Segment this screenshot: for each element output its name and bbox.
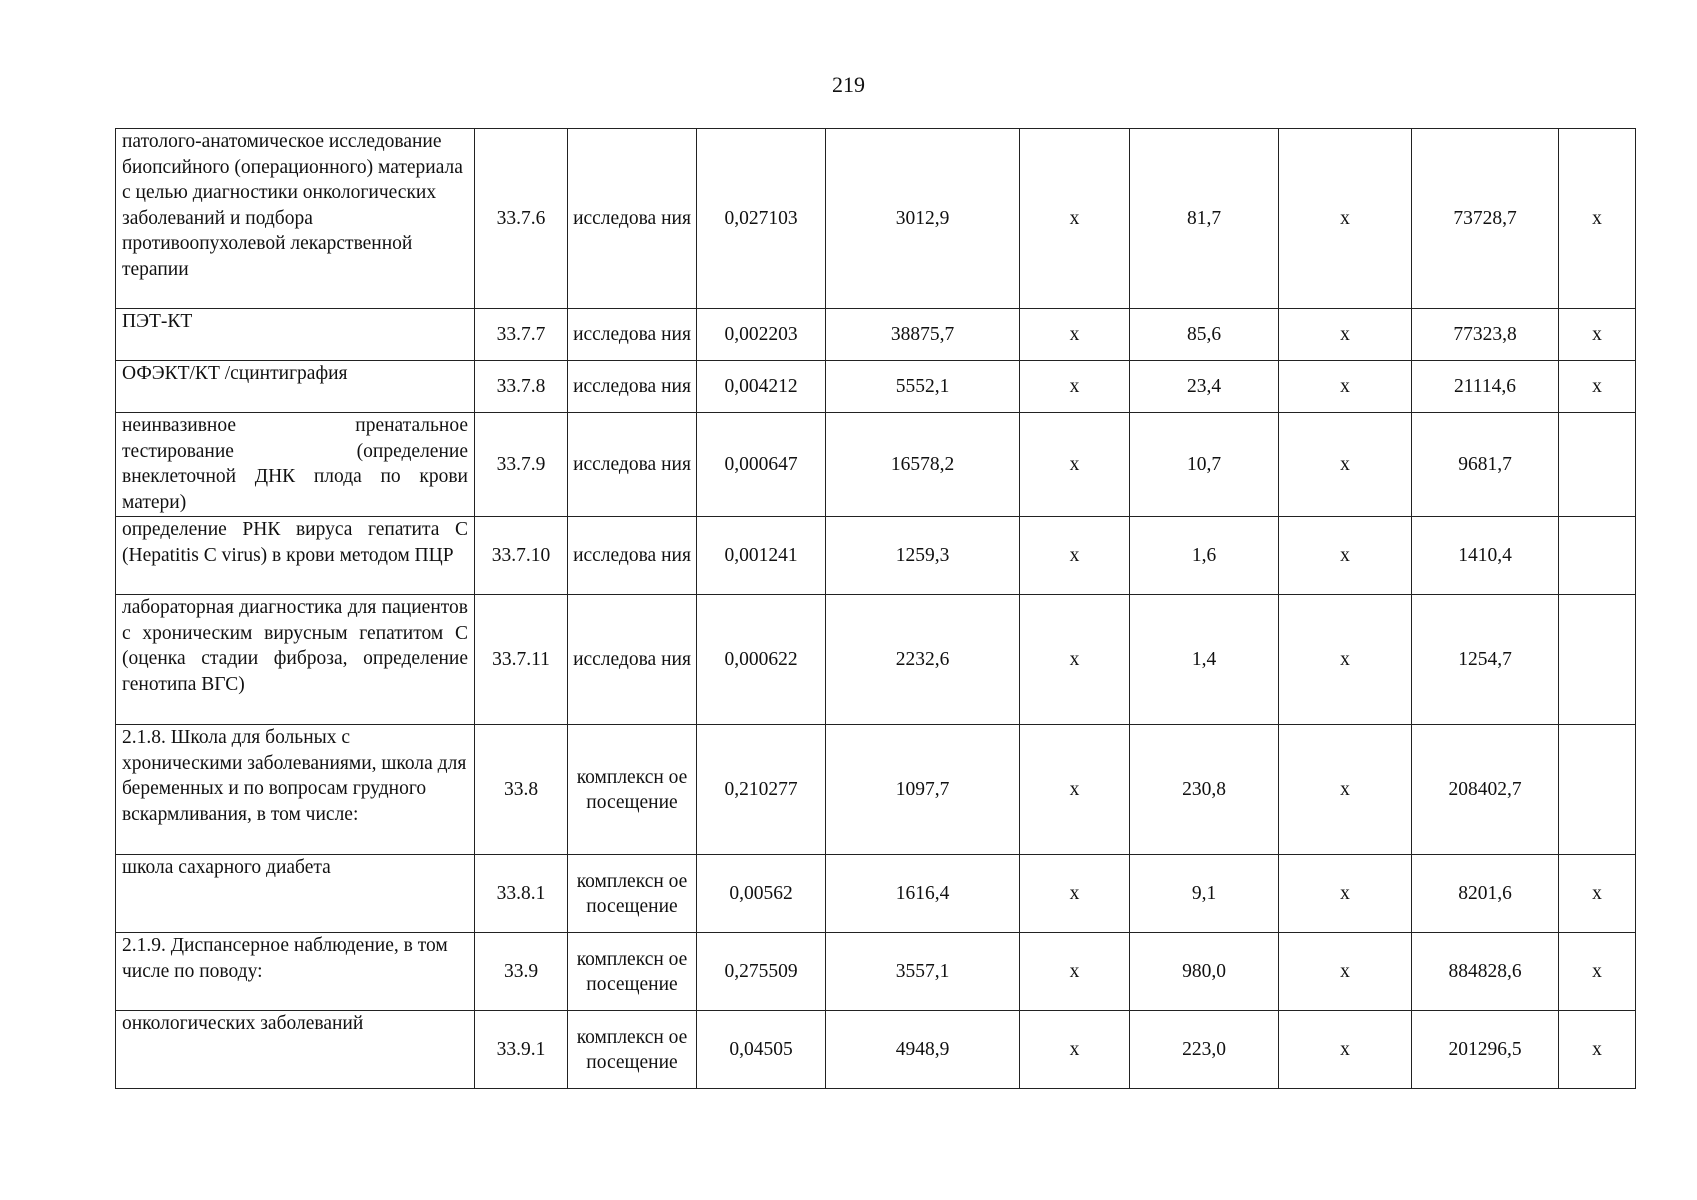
- unit-cell: исследова ния: [568, 309, 697, 361]
- per-capita-cell: 23,4: [1130, 361, 1279, 413]
- total-cell: 9681,7: [1412, 413, 1559, 517]
- code-cell: 33.9.1: [475, 1011, 568, 1089]
- unit-cell: комплексн ое посещение: [568, 855, 697, 933]
- per-capita-cell: 9,1: [1130, 855, 1279, 933]
- placeholder-cell: х: [1279, 129, 1412, 309]
- table-row: [116, 595, 1636, 725]
- cost-cell: 3012,9: [826, 129, 1020, 309]
- table-row: [116, 933, 1636, 1011]
- service-name-cell: определение РНК вируса гепатита С (Hepatitis C virus) в крови методом ПЦР: [116, 517, 475, 595]
- total-cell: 884828,6: [1412, 933, 1559, 1011]
- code-cell: 33.8.1: [475, 855, 568, 933]
- placeholder-cell: х: [1279, 413, 1412, 517]
- placeholder-cell: х: [1020, 129, 1130, 309]
- total-cell: 1410,4: [1412, 517, 1559, 595]
- table-row: [116, 725, 1636, 855]
- per-capita-cell: 1,4: [1130, 595, 1279, 725]
- unit-cell: комплексн ое посещение: [568, 1011, 697, 1089]
- placeholder-cell: х: [1559, 1011, 1636, 1089]
- total-cell: 77323,8: [1412, 309, 1559, 361]
- page-number: 219: [832, 72, 865, 97]
- placeholder-cell: х: [1559, 309, 1636, 361]
- table-row: [116, 1011, 1636, 1089]
- placeholder-cell: х: [1279, 1011, 1412, 1089]
- service-name-cell: ОФЭКТ/КТ /сцинтиграфия: [116, 361, 475, 413]
- total-cell: 208402,7: [1412, 725, 1559, 855]
- per-capita-cell: 10,7: [1130, 413, 1279, 517]
- volume-cell: 0,004212: [697, 361, 826, 413]
- volume-cell: 0,00562: [697, 855, 826, 933]
- table-row: [116, 129, 1636, 309]
- table-row: [116, 361, 1636, 413]
- unit-cell: исследова ния: [568, 413, 697, 517]
- unit-cell: комплексн ое посещение: [568, 933, 697, 1011]
- service-name-cell: 2.1.8. Школа для больных с хроническими заболеваниями, школа для беременных и по вопросам грудного вскармливания, в том числе:: [116, 725, 475, 855]
- unit-cell: исследова ния: [568, 361, 697, 413]
- placeholder-cell: х: [1020, 309, 1130, 361]
- volume-cell: 0,210277: [697, 725, 826, 855]
- service-name-cell: патолого-анатомическое исследование биопсийного (операционного) материала с целью диагностики онкологических заболеваний и подбора противоопухолевой лекарственной терапии: [116, 129, 475, 309]
- code-cell: 33.7.6: [475, 129, 568, 309]
- placeholder-cell: х: [1020, 517, 1130, 595]
- cost-cell: 38875,7: [826, 309, 1020, 361]
- service-name-cell: школа сахарного диабета: [116, 855, 475, 933]
- code-cell: 33.8: [475, 725, 568, 855]
- placeholder-cell: х: [1559, 933, 1636, 1011]
- volume-cell: 0,04505: [697, 1011, 826, 1089]
- placeholder-cell: х: [1279, 933, 1412, 1011]
- placeholder-cell: [1559, 725, 1636, 855]
- placeholder-cell: х: [1279, 595, 1412, 725]
- per-capita-cell: 1,6: [1130, 517, 1279, 595]
- cost-cell: 2232,6: [826, 595, 1020, 725]
- unit-cell: исследова ния: [568, 595, 697, 725]
- placeholder-cell: х: [1279, 725, 1412, 855]
- placeholder-cell: [1559, 595, 1636, 725]
- placeholder-cell: [1559, 413, 1636, 517]
- cost-cell: 5552,1: [826, 361, 1020, 413]
- placeholder-cell: х: [1559, 129, 1636, 309]
- code-cell: 33.7.9: [475, 413, 568, 517]
- table-row: [116, 517, 1636, 595]
- unit-cell: комплексн ое посещение: [568, 725, 697, 855]
- placeholder-cell: х: [1020, 855, 1130, 933]
- cost-cell: 16578,2: [826, 413, 1020, 517]
- per-capita-cell: 85,6: [1130, 309, 1279, 361]
- placeholder-cell: х: [1279, 855, 1412, 933]
- placeholder-cell: [1559, 517, 1636, 595]
- service-name-cell: 2.1.9. Диспансерное наблюдение, в том числе по поводу:: [116, 933, 475, 1011]
- placeholder-cell: х: [1020, 595, 1130, 725]
- placeholder-cell: х: [1559, 855, 1636, 933]
- per-capita-cell: 230,8: [1130, 725, 1279, 855]
- total-cell: 8201,6: [1412, 855, 1559, 933]
- total-cell: 1254,7: [1412, 595, 1559, 725]
- service-name-cell: онкологических заболеваний: [116, 1011, 475, 1089]
- table-row: [116, 855, 1636, 933]
- placeholder-cell: х: [1020, 933, 1130, 1011]
- cost-cell: 4948,9: [826, 1011, 1020, 1089]
- placeholder-cell: х: [1020, 361, 1130, 413]
- volume-cell: 0,000622: [697, 595, 826, 725]
- total-cell: 73728,7: [1412, 129, 1559, 309]
- code-cell: 33.9: [475, 933, 568, 1011]
- per-capita-cell: 980,0: [1130, 933, 1279, 1011]
- placeholder-cell: х: [1020, 1011, 1130, 1089]
- total-cell: 201296,5: [1412, 1011, 1559, 1089]
- tariff-table: [115, 128, 1636, 1089]
- code-cell: 33.7.7: [475, 309, 568, 361]
- placeholder-cell: х: [1279, 517, 1412, 595]
- volume-cell: 0,027103: [697, 129, 826, 309]
- service-name-cell: ПЭТ-КТ: [116, 309, 475, 361]
- unit-cell: исследова ния: [568, 517, 697, 595]
- per-capita-cell: 81,7: [1130, 129, 1279, 309]
- code-cell: 33.7.8: [475, 361, 568, 413]
- cost-cell: 1616,4: [826, 855, 1020, 933]
- code-cell: 33.7.10: [475, 517, 568, 595]
- unit-cell: исследова ния: [568, 129, 697, 309]
- placeholder-cell: х: [1279, 361, 1412, 413]
- cost-cell: 1259,3: [826, 517, 1020, 595]
- code-cell: 33.7.11: [475, 595, 568, 725]
- per-capita-cell: 223,0: [1130, 1011, 1279, 1089]
- volume-cell: 0,002203: [697, 309, 826, 361]
- cost-cell: 1097,7: [826, 725, 1020, 855]
- placeholder-cell: х: [1020, 413, 1130, 517]
- placeholder-cell: х: [1279, 309, 1412, 361]
- volume-cell: 0,000647: [697, 413, 826, 517]
- volume-cell: 0,275509: [697, 933, 826, 1011]
- table-row: [116, 309, 1636, 361]
- cost-cell: 3557,1: [826, 933, 1020, 1011]
- service-name-cell: лабораторная диагностика для пациентов с хроническим вирусным гепатитом С (оценка стадии фиброза, определение генотипа ВГС): [116, 595, 475, 725]
- placeholder-cell: х: [1559, 361, 1636, 413]
- table-row: [116, 413, 1636, 517]
- placeholder-cell: х: [1020, 725, 1130, 855]
- volume-cell: 0,001241: [697, 517, 826, 595]
- total-cell: 21114,6: [1412, 361, 1559, 413]
- service-name-cell: неинвазивное пренатальное тестирование (определение внеклеточной ДНК плода по крови матери): [116, 413, 475, 517]
